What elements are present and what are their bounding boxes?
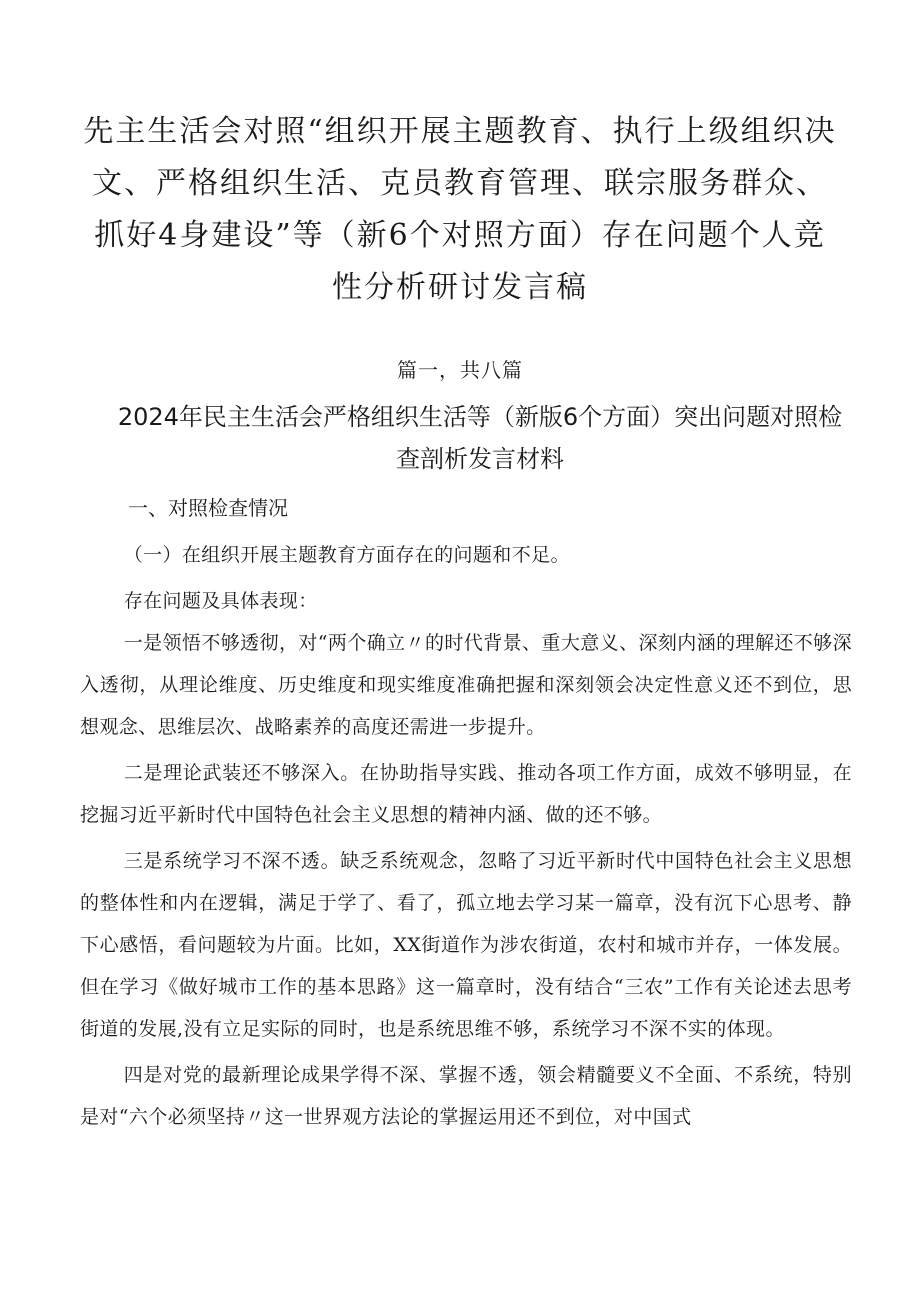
body-paragraph: 二是理论武装还不够深入。在协助指导实践、推动各项工作方面，成效不够明显，在挖掘习近平新时代中国特色社会主义思想的精神内涵、做的还不够。 <box>80 762 852 826</box>
part-label: 篇一，共八篇 <box>397 358 523 382</box>
document-body <box>80 534 852 1138</box>
body-paragraph: 四是对党的最新理论成果学得不深、掌握不透，领会精髓要义不全面、不系统，特别是对“六个必须坚持〃这一世界观方法论的掌握运用还不到位，对中国式 <box>80 1064 852 1128</box>
body-paragraph: 存在问题及具体表现： <box>123 590 318 612</box>
body-paragraph: 一是领悟不够透彻，对“两个确立〃的时代背景、重大意义、深刻内涵的理解还不够深入透彻，从理论维度、历史维度和现实维度准确把握和深刻领会决定性意义还不到位，思想观念、思维层次、战略素养的高度还需进一步提升。 <box>80 632 852 738</box>
body-paragraph: （一）在组织开展主题教育方面存在的问题和不足。 <box>123 544 570 566</box>
document-title: 先主生活会对照“组织开展主题教育、执行上级组织决文、严格组织生活、克员教育管理、联宗服务群众、抓好4身建设”等（新6个对照方面）存在问题个人竞性分析研讨发言稿 <box>83 114 837 305</box>
document-subtitle: 2024年民主生活会严格组织生活等（新版6个方面）突出问题对照检查剖析发言材料 <box>117 403 843 473</box>
body-paragraph: 三是系统学习不深不透。缺乏系统观念，忽略了习近平新时代中国特色社会主义思想的整体性和内在逻辑，满足于学了、看了，孤立地去学习某一篇章，没有沉下心思考、静下心感悟，看问题较为片面。比如，XX街道作为涉农街道，农村和城市并存，一体发展。但在学习《做好城市工作的基本思路》这一篇章时，没有结合“三农”工作有关论述去思考街道的发展,没有立足实际的同时，也是系统思维不够，系统学习不深不实的体现。 <box>80 850 852 1040</box>
section-heading: 一、对照检查情况 <box>128 496 288 520</box>
